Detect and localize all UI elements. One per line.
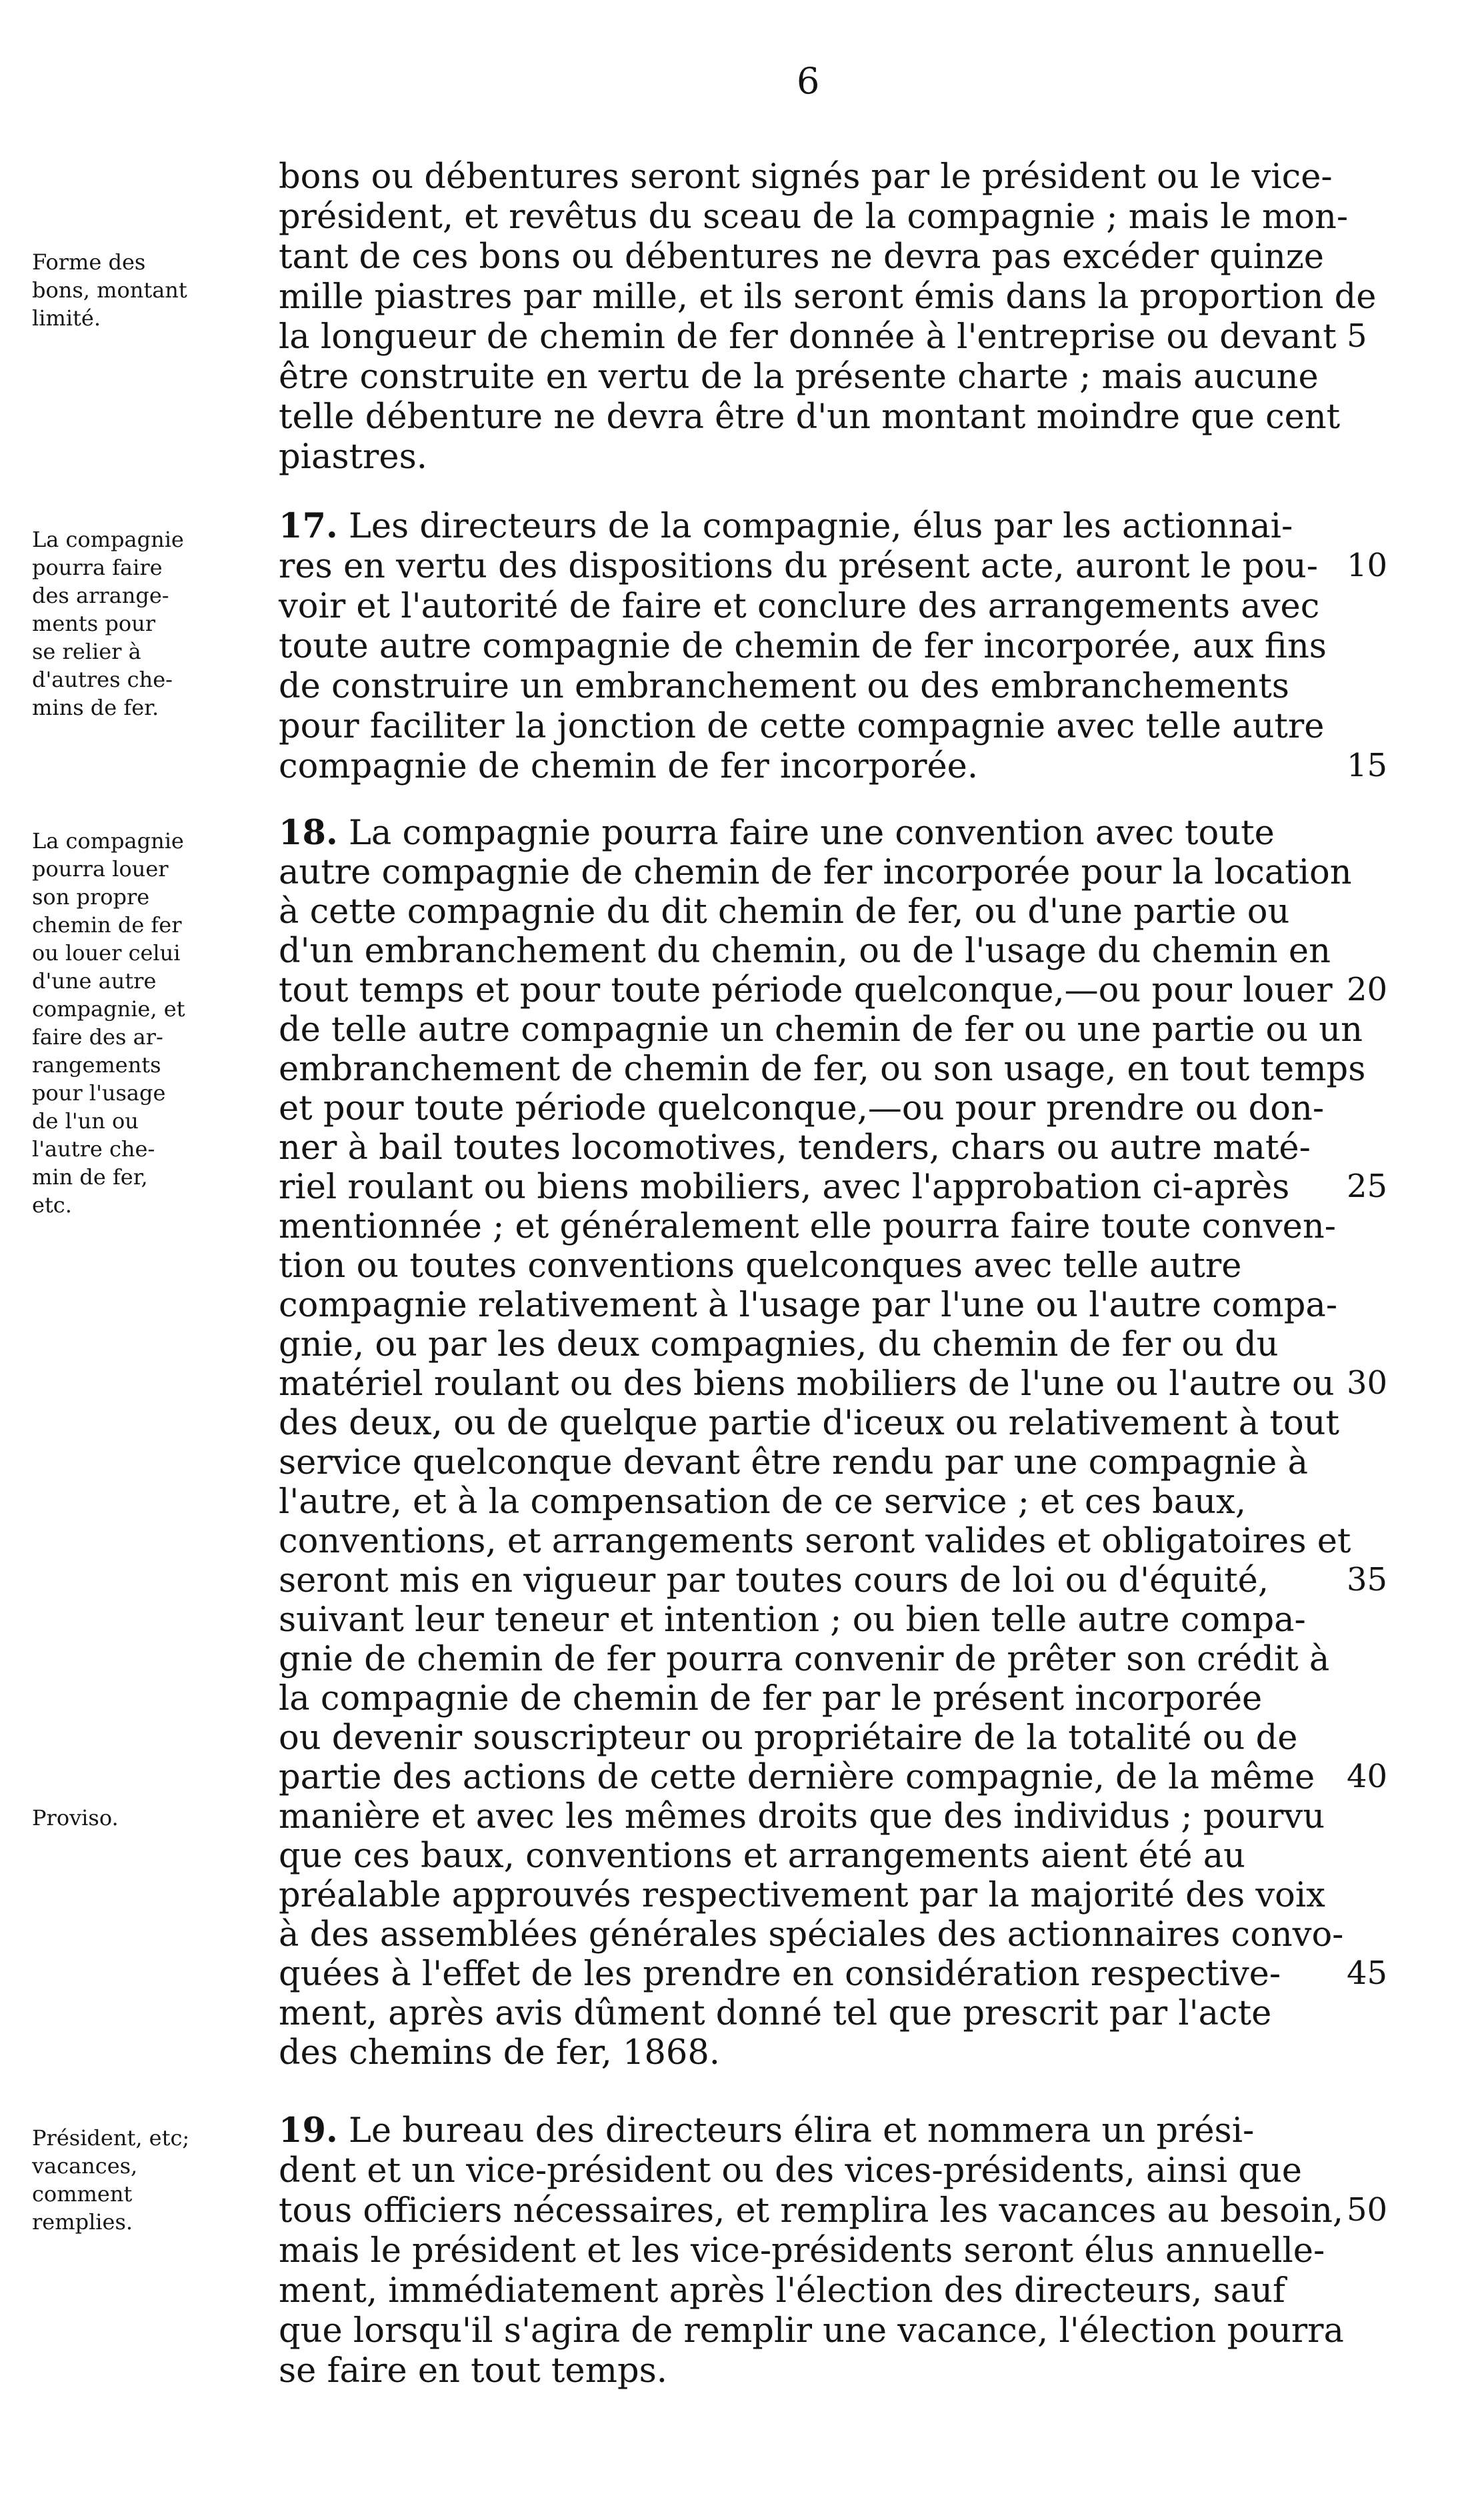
- body-line: d'un embranchement du chemin, ou de l'usage du chemin en: [279, 932, 1331, 971]
- section-19-first-line: [279, 2111, 1255, 2151]
- body-line: préalable approuvés respectivement par la majorité des voix: [279, 1876, 1325, 1915]
- body-line: tion ou toutes conventions quelconques avec telle autre: [279, 1246, 1242, 1286]
- margin-note-section-17: [32, 525, 272, 722]
- section-number: 17.: [279, 506, 338, 546]
- body-line: et pour toute période quelconque,—ou pour prendre ou don-: [279, 1089, 1325, 1128]
- line-number: 50: [1347, 2191, 1388, 2229]
- line-number: 40: [1347, 1758, 1388, 1795]
- body-line: pour faciliter la jonction de cette compagnie avec telle autre: [279, 707, 1325, 746]
- margin-note-line: comment: [32, 2181, 133, 2207]
- margin-note-line: limité.: [32, 305, 101, 331]
- body-line: à des assemblées générales spéciales des actionnaires convo-: [279, 1915, 1344, 1955]
- body-line: service quelconque devant être rendu par une compagnie à: [279, 1443, 1308, 1482]
- body-line-text: La compagnie pourra faire une convention avec toute: [348, 814, 1275, 853]
- body-line: ner à bail toutes locomotives, tenders, chars ou autre maté-: [279, 1128, 1311, 1168]
- margin-note-line: se relier à: [32, 639, 141, 664]
- line-number: 35: [1347, 1561, 1388, 1598]
- body-line: se faire en tout temps.: [279, 2351, 667, 2391]
- body-line: tant de ces bons ou débentures ne devra pas excéder quinze: [279, 237, 1324, 277]
- body-line: mentionnée ; et généralement elle pourra faire toute conven-: [279, 1207, 1336, 1246]
- margin-note-section-19: [32, 2124, 272, 2236]
- body-line-text: Les directeurs de la compagnie, élus par les actionnai-: [348, 507, 1293, 546]
- body-line: telle débenture ne devra être d'un montant moindre que cent: [279, 397, 1341, 437]
- body-line: être construite en vertu de la présente charte ; mais aucune: [279, 357, 1319, 397]
- margin-note-forme-des-bons: [32, 248, 272, 332]
- body-line: des deux, ou de quelque partie d'iceux ou relativement à tout: [279, 1404, 1340, 1443]
- body-line: tous officiers nécessaires, et remplira les vacances au besoin,: [279, 2191, 1344, 2231]
- margin-note-line: pour l'usage: [32, 1080, 166, 1106]
- margin-note-line: rangements: [32, 1052, 161, 1078]
- line-number: 15: [1347, 747, 1388, 784]
- margin-note-line: min de fer,: [32, 1164, 148, 1190]
- body-line: compagnie de chemin de fer incorporée.: [279, 747, 979, 786]
- body-line: manière et avec les mêmes droits que des individus ; pourvu: [279, 1797, 1325, 1836]
- line-number: 30: [1347, 1364, 1388, 1402]
- body-line: ou devenir souscripteur ou propriétaire de la totalité ou de: [279, 1718, 1298, 1758]
- body-line: ment, après avis dûment donné tel que prescrit par l'acte: [279, 1994, 1272, 2033]
- margin-note-section-18: [32, 827, 272, 1219]
- margin-note-line: de l'un ou: [32, 1108, 139, 1134]
- margin-note-line: etc.: [32, 1192, 72, 1218]
- margin-note-line: Forme des: [32, 249, 146, 275]
- body-line: seront mis en vigueur par toutes cours de loi ou d'équité,: [279, 1561, 1269, 1600]
- body-line: compagnie relativement à l'usage par l'une ou l'autre compa-: [279, 1286, 1338, 1325]
- margin-note-line: son propre: [32, 884, 150, 910]
- body-line: la compagnie de chemin de fer par le présent incorporée: [279, 1679, 1263, 1718]
- margin-note-line: chemin de fer: [32, 912, 182, 938]
- body-line: que lorsqu'il s'agira de remplir une vacance, l'élection pourra: [279, 2311, 1344, 2351]
- body-line-text: Le bureau des directeurs élira et nommera un prési-: [348, 2111, 1255, 2151]
- body-line: riel roulant ou biens mobiliers, avec l'approbation ci-après: [279, 1168, 1290, 1207]
- body-line: suivant leur teneur et intention ; ou bien telle autre compa-: [279, 1600, 1306, 1640]
- margin-note-line: vacances,: [32, 2153, 138, 2179]
- margin-note-line: ments pour: [32, 611, 155, 636]
- body-line: bons ou débentures seront signés par le président ou le vice-: [279, 157, 1333, 197]
- margin-note-line: pourra faire: [32, 555, 163, 580]
- section-18-first-line: [279, 813, 1275, 853]
- margin-note-line: La compagnie: [32, 527, 184, 552]
- body-line: partie des actions de cette dernière compagnie, de la même: [279, 1758, 1315, 1797]
- section-number: 19.: [279, 2111, 338, 2151]
- margin-note-line: d'autres che-: [32, 667, 173, 692]
- margin-note-line: pourra louer: [32, 856, 169, 882]
- body-line: que ces baux, conventions et arrangements aient été au: [279, 1836, 1245, 1876]
- proviso-label: Proviso.: [32, 1805, 119, 1830]
- body-line: quées à l'effet de les prendre en considération respective-: [279, 1955, 1281, 1994]
- body-line: ment, immédiatement après l'élection des directeurs, sauf: [279, 2271, 1285, 2311]
- body-line: la longueur de chemin de fer donnée à l'entreprise ou devant: [279, 317, 1337, 357]
- line-number: 45: [1347, 1955, 1388, 1992]
- body-line: gnie de chemin de fer pourra convenir de prêter son crédit à: [279, 1640, 1330, 1679]
- margin-note-line: La compagnie: [32, 828, 184, 854]
- margin-note-line: remplies.: [32, 2209, 133, 2235]
- margin-note-line: compagnie, et: [32, 996, 185, 1022]
- margin-note-line: faire des ar-: [32, 1024, 163, 1050]
- margin-note-line: l'autre che-: [32, 1136, 155, 1162]
- line-number: 10: [1347, 547, 1388, 584]
- body-line: de telle autre compagnie un chemin de fer ou une partie ou un: [279, 1010, 1363, 1050]
- margin-note-line: bons, montant: [32, 277, 187, 303]
- body-line: toute autre compagnie de chemin de fer incorporée, aux fins: [279, 627, 1327, 666]
- margin-note-line: des arrange-: [32, 583, 169, 608]
- body-line: res en vertu des dispositions du présent acte, auront le pou-: [279, 547, 1318, 586]
- body-line: à cette compagnie du dit chemin de fer, ou d'une partie ou: [279, 892, 1290, 932]
- body-line: gnie, ou par les deux compagnies, du chemin de fer ou du: [279, 1325, 1279, 1364]
- page-number: 6: [797, 60, 820, 102]
- body-line: matériel roulant ou des biens mobiliers de l'une ou l'autre ou: [279, 1364, 1335, 1404]
- body-line: des chemins de fer, 1868.: [279, 2033, 721, 2073]
- section-17-first-line: [279, 506, 1293, 546]
- body-line: mille piastres par mille, et ils seront émis dans la proportion de: [279, 277, 1377, 317]
- body-line: l'autre, et à la compensation de ce service ; et ces baux,: [279, 1482, 1247, 1522]
- body-line: piastres.: [279, 437, 427, 477]
- line-number: 5: [1347, 317, 1367, 355]
- body-line: voir et l'autorité de faire et conclure des arrangements avec: [279, 587, 1320, 626]
- body-line: autre compagnie de chemin de fer incorporée pour la location: [279, 853, 1352, 892]
- body-line: de construire un embranchement ou des embranchements: [279, 667, 1289, 706]
- margin-note-proviso: [32, 1804, 272, 1832]
- margin-note-line: ou louer celui: [32, 940, 181, 966]
- line-number: 25: [1347, 1168, 1388, 1205]
- line-number: 20: [1347, 971, 1388, 1008]
- body-line: mais le président et les vice-présidents seront élus annuelle-: [279, 2231, 1325, 2271]
- section-number: 18.: [279, 813, 338, 853]
- body-line: tout temps et pour toute période quelconque,—ou pour louer: [279, 971, 1333, 1010]
- margin-note-line: mins de fer.: [32, 695, 159, 720]
- margin-note-line: Président, etc;: [32, 2125, 190, 2151]
- body-line: président, et revêtus du sceau de la compagnie ; mais le mon-: [279, 197, 1349, 237]
- body-line: dent et un vice-président ou des vices-présidents, ainsi que: [279, 2151, 1302, 2191]
- body-line: conventions, et arrangements seront valides et obligatoires et: [279, 1522, 1351, 1561]
- margin-note-line: d'une autre: [32, 968, 157, 994]
- body-line: embranchement de chemin de fer, ou son usage, en tout temps: [279, 1050, 1366, 1089]
